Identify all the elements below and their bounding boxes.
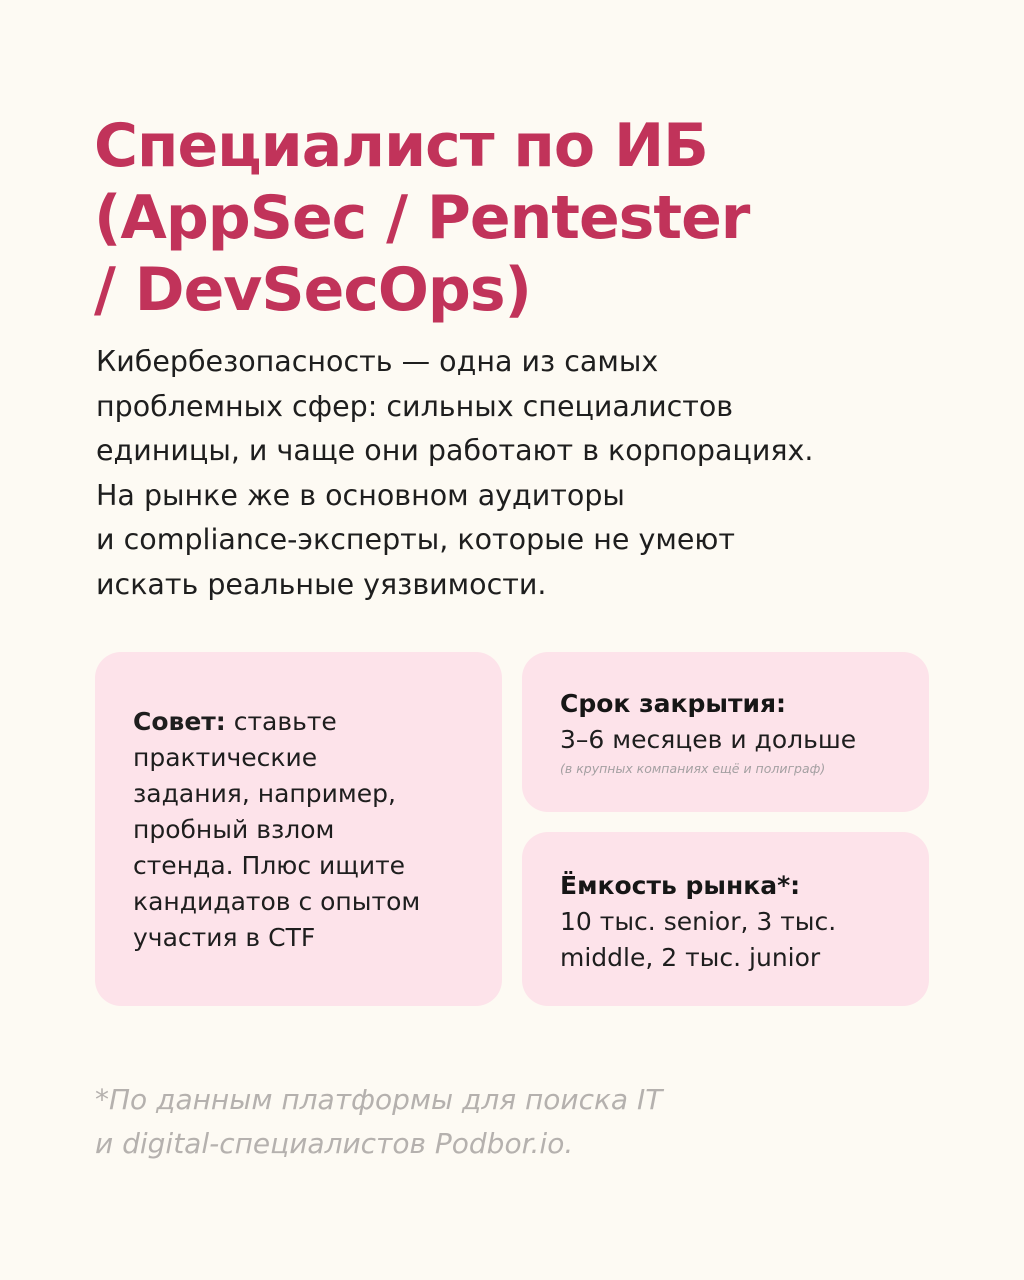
- tip-line: кандидатов с опытом: [133, 887, 421, 916]
- title-line: Специалист по ИБ: [94, 111, 708, 181]
- footnote-line: *По данным платформы для поиска IT: [95, 1083, 663, 1116]
- intro-line: искать реальные уязвимости.: [96, 567, 547, 601]
- market-card: [522, 832, 929, 1006]
- tip-line: задания, например,: [133, 779, 396, 808]
- title-line: (AppSec / Pentester: [94, 183, 750, 253]
- market-value: [560, 904, 909, 976]
- intro-line: проблемных сфер: сильных специалистов: [96, 389, 734, 423]
- footnote-line: и digital-специалистов Podbor.io.: [95, 1127, 574, 1160]
- title-line: / DevSecOps): [94, 255, 531, 325]
- intro-paragraph: [96, 340, 956, 607]
- tip-line: пробный взлом: [133, 815, 335, 844]
- tip-line: участия в CTF: [133, 923, 316, 952]
- intro-line: и compliance-эксперты, которые не умеют: [96, 523, 735, 556]
- tip-line-text: ставьте: [225, 707, 337, 736]
- deadline-heading: Срок закрытия:: [560, 689, 787, 718]
- intro-line: единицы, и чаще они работают в корпорациях.: [96, 434, 814, 467]
- tip-line: стенда. Плюс ищите: [133, 851, 406, 880]
- intro-line: На рынке же в основном аудиторы: [96, 478, 625, 512]
- market-line: middle, 2 тыс. junior: [560, 943, 821, 972]
- tip-line: [133, 704, 472, 740]
- deadline-card: [522, 652, 929, 812]
- deadline-note: (в крупных компаниях ещё и полиграф): [560, 761, 826, 776]
- tip-text: [133, 704, 472, 956]
- market-heading: Ёмкость рынка*:: [560, 871, 801, 900]
- market-line: 10 тыс. senior, 3 тыс.: [560, 907, 837, 936]
- intro-line: Кибербезопасность — одна из самых: [96, 345, 659, 378]
- tip-label: Совет:: [133, 707, 226, 736]
- page-title: [94, 110, 974, 326]
- deadline-value-text: 3–6 месяцев и дольше: [560, 725, 857, 754]
- tip-card: [95, 652, 502, 1006]
- tip-line: практические: [133, 743, 318, 772]
- deadline-value: [560, 722, 909, 758]
- source-footnote: [95, 1078, 975, 1166]
